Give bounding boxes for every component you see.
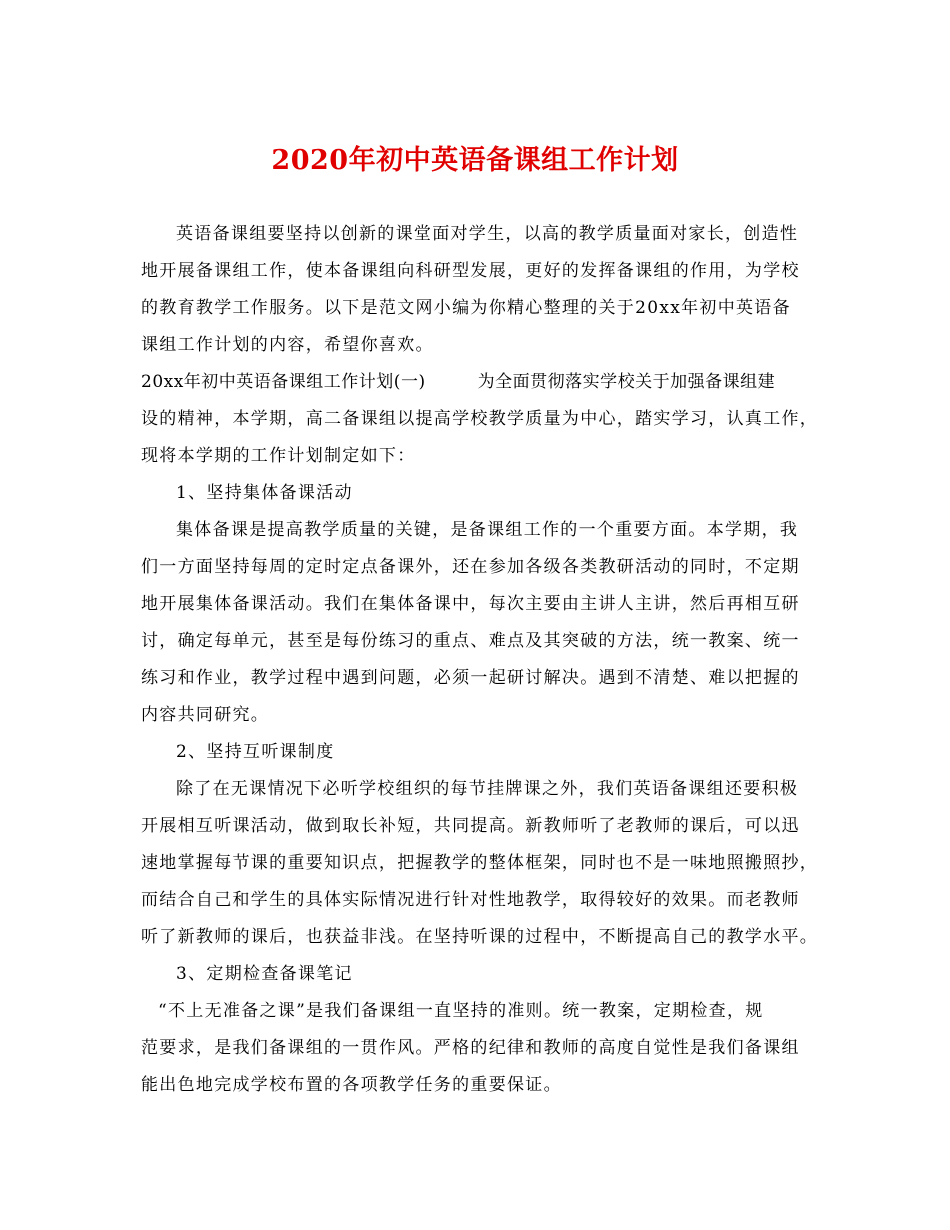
intro-line-1: 英语备课组要坚持以创新的课堂面对学生，以高的教学质量面对家长，创造性 bbox=[176, 224, 799, 244]
plan-heading: 20xx年初中英语备课组工作计划(一) bbox=[141, 372, 426, 392]
section-2-line-3: 速地掌握每节课的重要知识点，把握教学的整体框架，同时也不是一味地照搬照抄， bbox=[141, 853, 819, 873]
section-1-line-2: 们一方面坚持每周的定时定点备课外，还在参加各级各类教研活动的同时，不定期 bbox=[141, 557, 800, 577]
section-1-line-5: 练习和作业，教学过程中遇到问题，必须一起研讨解决。遇到不清楚、难以把握的 bbox=[141, 668, 800, 688]
section-2-line-4: 而结合自己和学生的具体实际情况进行针对性地教学，取得较好的效果。而老教师 bbox=[141, 890, 800, 910]
section-3-heading: 3、定期检查备课笔记 bbox=[176, 964, 353, 984]
plan-heading-line bbox=[141, 370, 775, 394]
intro-line-3: 的教育教学工作服务。以下是范文网小编为你精心整理的关于20xx年初中英语备 bbox=[141, 298, 791, 318]
section-3-line-2: 范要求，是我们备课组的一贯作风。严格的纪律和教师的高度自觉性是我们备课组 bbox=[141, 1038, 800, 1058]
section-3-line-1: “不上无准备之课”是我们备课组一直坚持的准则。统一教案，定期检查，规 bbox=[158, 1001, 764, 1021]
document-title: 2020年初中英语备课组工作计划 bbox=[271, 145, 679, 176]
section-1-line-4: 讨，确定每单元，甚至是每份练习的重点、难点及其突破的方法，统一教案、统一 bbox=[141, 631, 800, 651]
section-2-line-5: 听了新教师的课后，也获益非浅。在坚持听课的过程中，不断提高自己的教学水平。 bbox=[141, 927, 819, 947]
section-2-heading: 2、坚持互听课制度 bbox=[176, 742, 335, 762]
section-1-line-1: 集体备课是提高教学质量的关键，是备课组工作的一个重要方面。本学期，我 bbox=[176, 520, 799, 540]
section-1-line-6: 内容共同研究。 bbox=[141, 705, 270, 725]
section-2-line-2: 开展相互听课活动，做到取长补短，共同提高。新教师听了老教师的课后，可以迅 bbox=[141, 816, 800, 836]
plan-intro-line-1: 为全面贯彻落实学校关于加强备课组建 bbox=[477, 372, 776, 392]
section-1-heading: 1、坚持集体备课活动 bbox=[176, 483, 353, 503]
section-1-line-3: 地开展集体备课活动。我们在集体备课中，每次主要由主讲人主讲，然后再相互研 bbox=[141, 594, 800, 614]
section-3-line-3: 能出色地完成学校布置的各项教学任务的重要保证。 bbox=[141, 1075, 562, 1095]
plan-intro-line-2: 设的精神，本学期，高二备课组以提高学校教学质量为中心，踏实学习，认真工作， bbox=[141, 409, 819, 429]
intro-line-2: 地开展备课组工作，使本备课组向科研型发展，更好的发挥备课组的作用，为学校 bbox=[141, 261, 800, 281]
intro-line-4: 课组工作计划的内容，希望你喜欢。 bbox=[141, 335, 434, 355]
plan-intro-line-3: 现将本学期的工作计划制定如下： bbox=[141, 446, 416, 466]
section-2-line-1: 除了在无课情况下必听学校组织的每节挂牌课之外，我们英语备课组还要积极 bbox=[176, 779, 799, 799]
